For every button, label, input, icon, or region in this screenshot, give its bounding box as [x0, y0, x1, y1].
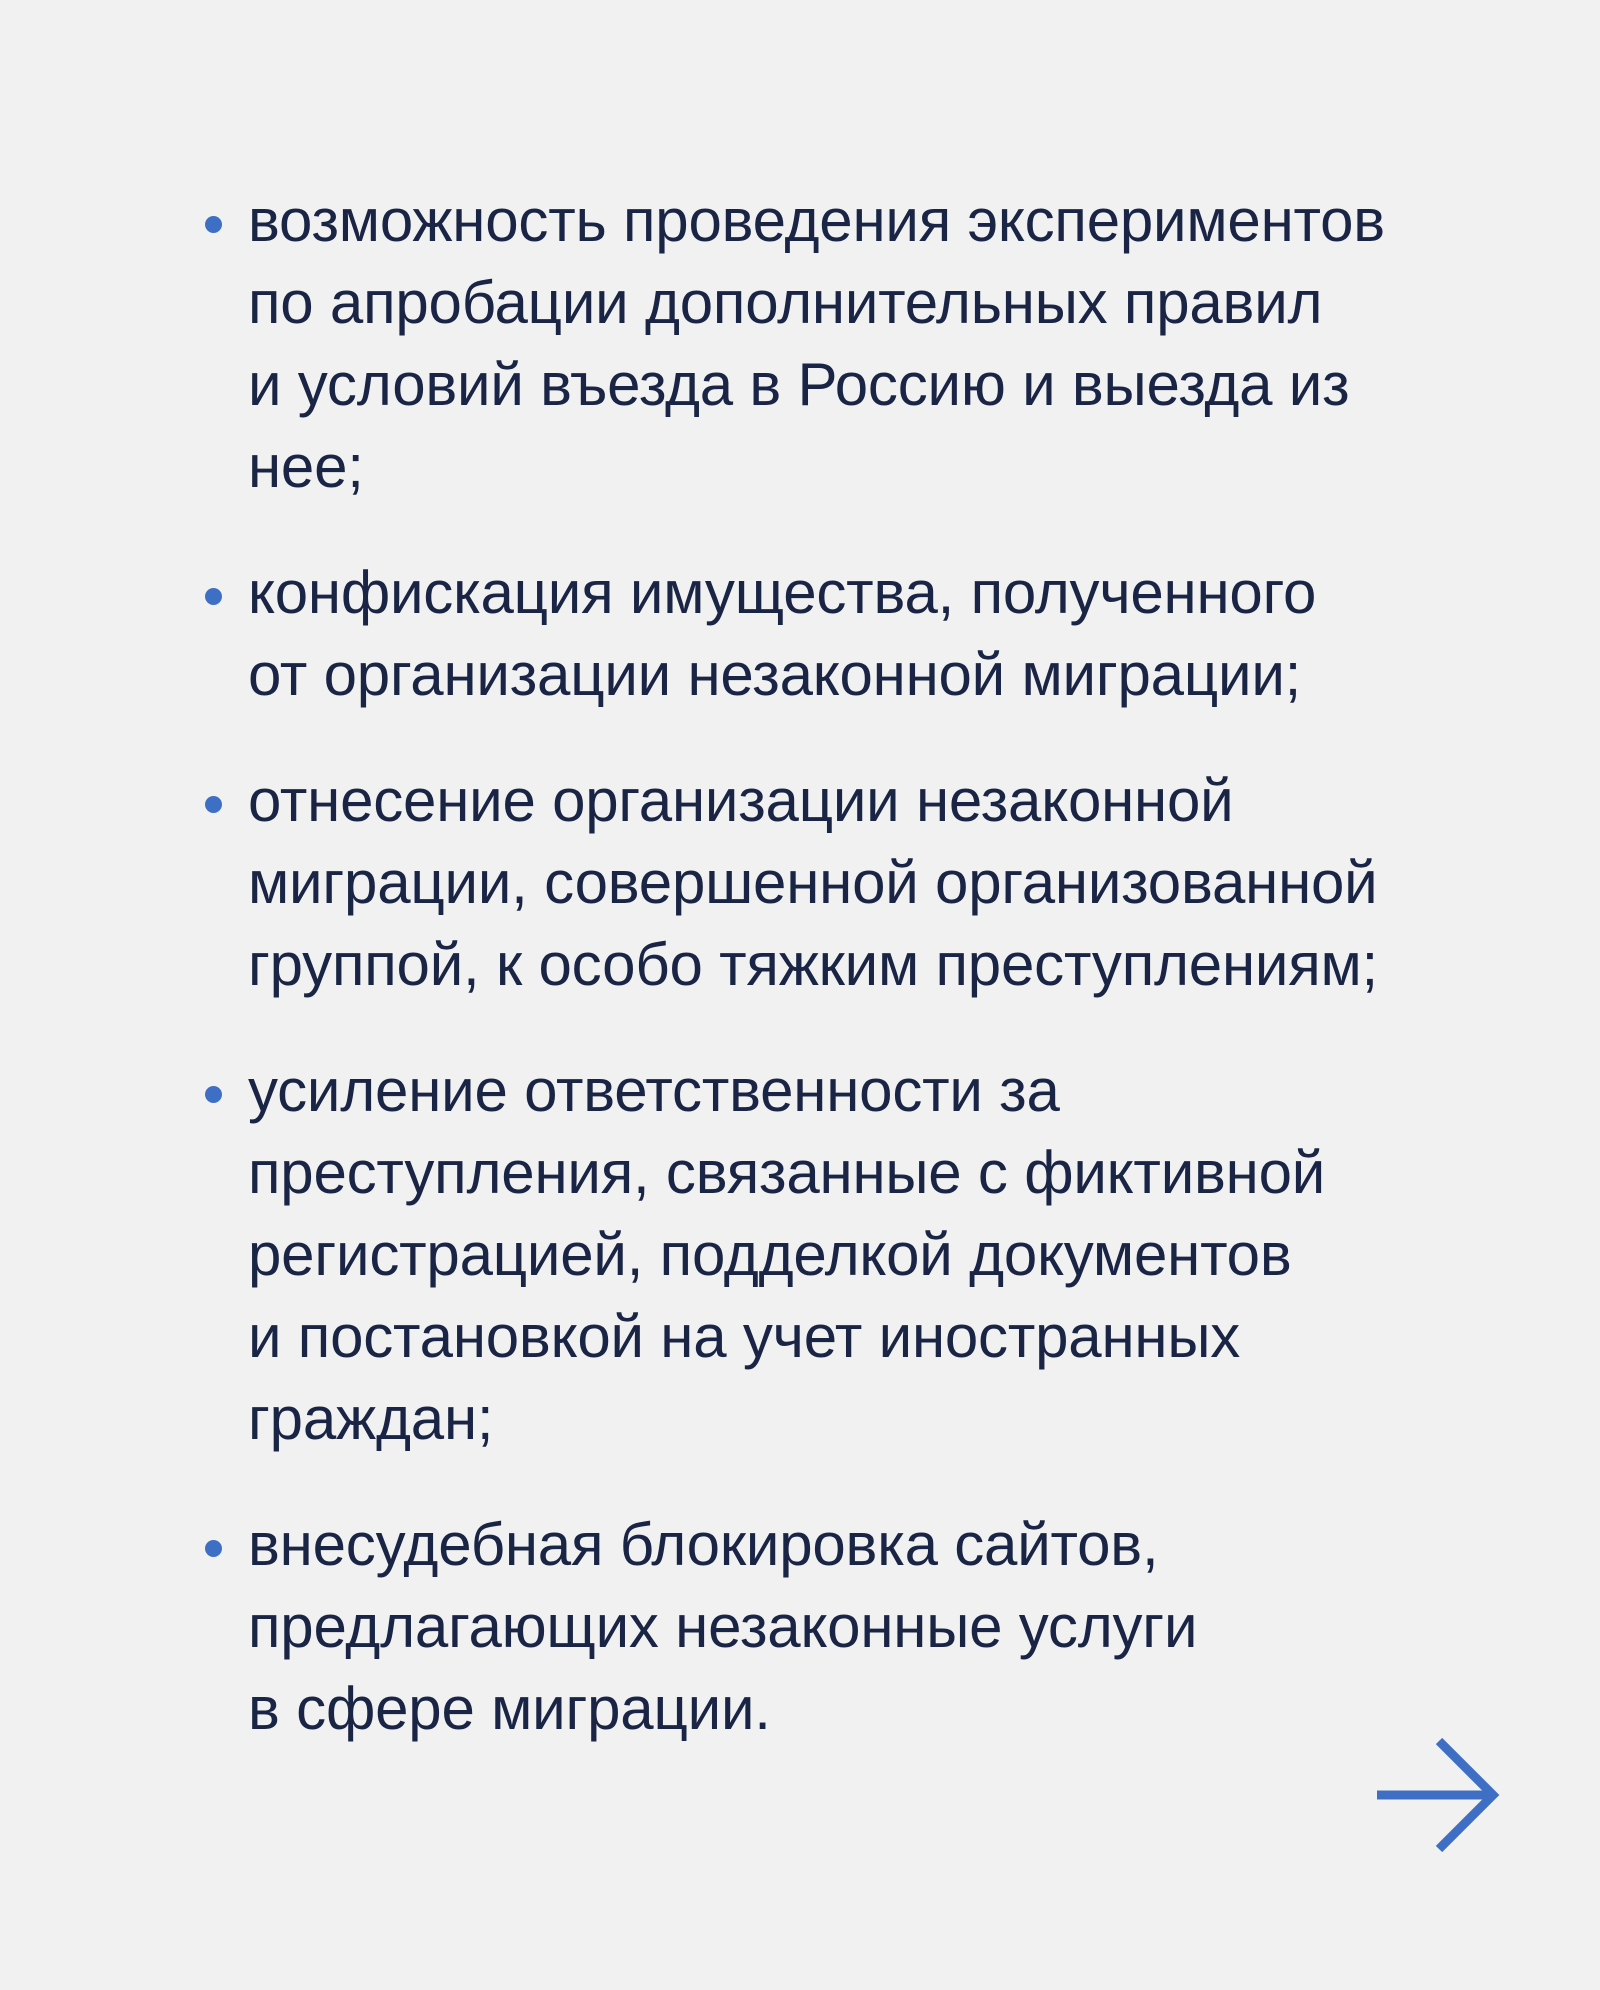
list-item-line: по апробации дополнительных правил [248, 269, 1323, 336]
list-item-text [248, 180, 1520, 508]
list-item-line: граждан; [248, 1385, 494, 1452]
list-item-line: и постановкой на учет иностранных [248, 1303, 1241, 1370]
list-item-line: усиление ответственности за [248, 1057, 1060, 1124]
list-item-text [248, 1504, 1520, 1750]
list-item-line: возможность проведения экспериментов [248, 187, 1385, 254]
list-item-line: в сфере миграции. [248, 1675, 771, 1742]
bullet-dot-icon [205, 796, 222, 813]
list-item-line: и условий въезда в Россию и выезда из [248, 351, 1350, 418]
list-item-line: предлагающих незаконные услуги [248, 1593, 1198, 1660]
list-item-line: отнесение организации незаконной [248, 767, 1234, 834]
list-item-line: внесудебная блокировка сайтов, [248, 1511, 1159, 1578]
list-item [200, 1504, 1520, 1750]
arrow-right-icon [1373, 1735, 1503, 1855]
bullet-dot-icon [205, 216, 222, 233]
bullet-dot-icon [205, 1540, 222, 1557]
bullet-list [200, 180, 1520, 1794]
list-item [200, 180, 1520, 508]
list-item-line: конфискация имущества, полученного [248, 559, 1317, 626]
bullet-dot-icon [205, 1086, 222, 1103]
list-item-line: миграции, совершенной организованной [248, 849, 1378, 916]
bullet-dot-icon [205, 588, 222, 605]
list-item-text [248, 1050, 1520, 1460]
list-item-line: от организации незаконной миграции; [248, 641, 1302, 708]
list-item [200, 760, 1520, 1006]
list-item-line: группой, к особо тяжким преступлениям; [248, 931, 1379, 998]
list-item-line: нее; [248, 433, 364, 500]
next-slide-button[interactable] [1373, 1735, 1503, 1855]
list-item-text [248, 760, 1520, 1006]
list-item [200, 1050, 1520, 1460]
list-item-text [248, 552, 1520, 716]
list-item-line: регистрацией, подделкой документов [248, 1221, 1292, 1288]
list-item [200, 552, 1520, 716]
list-item-line: преступления, связанные с фиктивной [248, 1139, 1326, 1206]
